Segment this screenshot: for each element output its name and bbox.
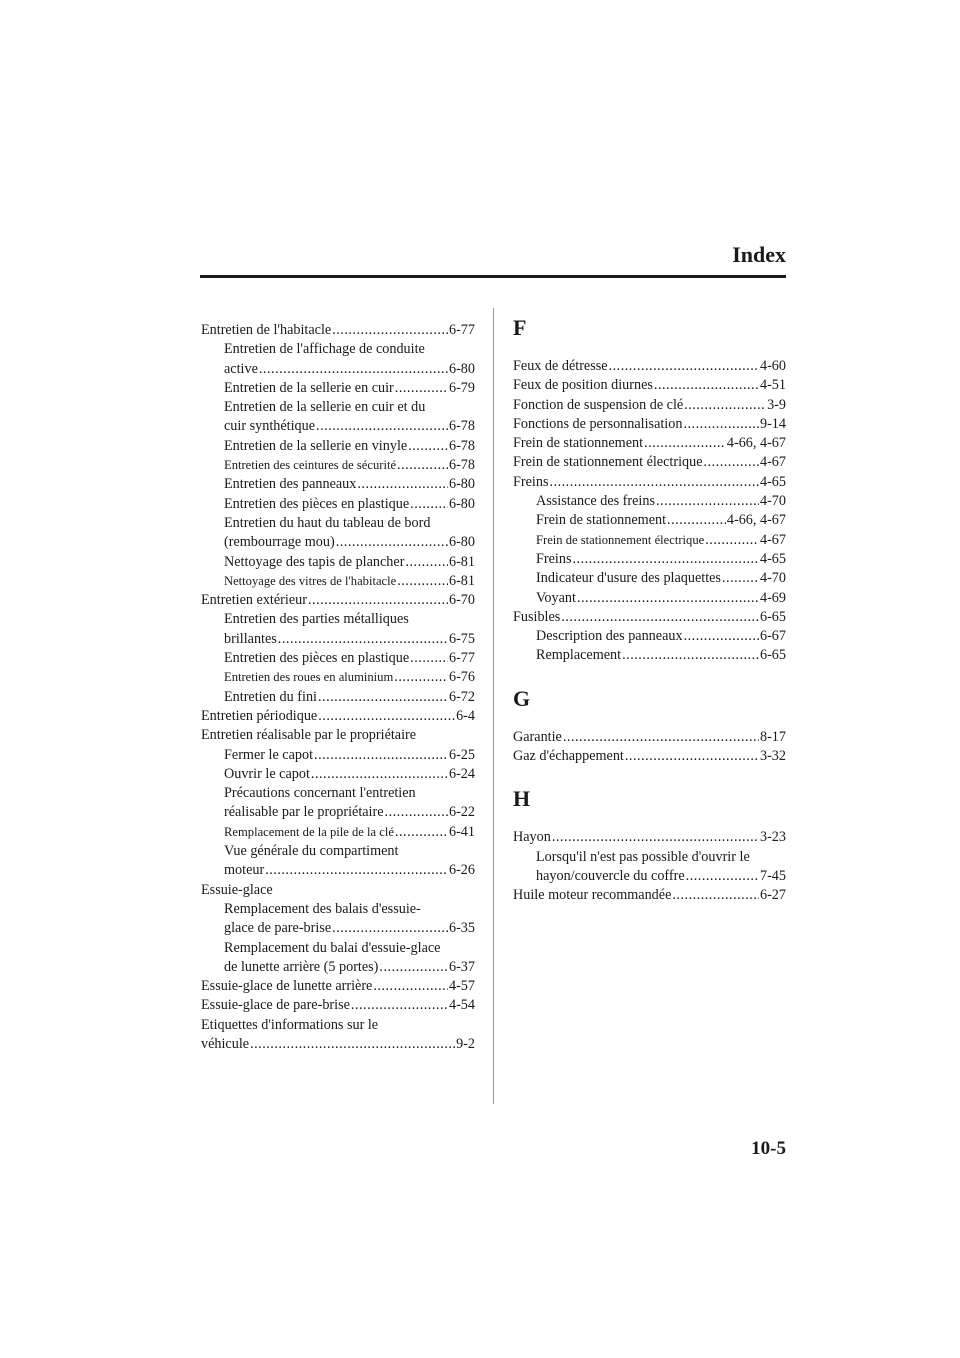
index-subentry xyxy=(201,688,475,707)
page-reference: 9-2 xyxy=(456,1035,475,1052)
index-subentry xyxy=(201,939,475,958)
dot-leader xyxy=(308,591,448,610)
entry-label: Entretien périodique xyxy=(201,707,318,724)
entry-label: Voyant xyxy=(536,589,576,606)
index-subentry xyxy=(513,569,786,588)
index-subentry xyxy=(513,627,786,646)
entry-label: Entretien de la sellerie en cuir et du xyxy=(224,399,426,416)
dot-leader xyxy=(357,475,448,494)
index-entry xyxy=(513,728,786,747)
dot-leader xyxy=(278,630,448,649)
page-reference: 6-37 xyxy=(448,958,475,975)
index-subentry xyxy=(201,842,475,861)
entry-label: hayon/couvercle du coffre xyxy=(536,867,685,884)
entry-label: Entretien de la sellerie en cuir xyxy=(224,379,394,396)
dot-leader xyxy=(405,553,448,572)
entry-label: Entretien du fini xyxy=(224,688,317,705)
page-reference: 4-65 xyxy=(759,473,786,490)
dot-leader xyxy=(318,688,448,707)
entry-label: glace de pare-brise xyxy=(224,920,332,937)
index-entry xyxy=(513,828,786,847)
index-entry xyxy=(201,996,475,1015)
dot-leader xyxy=(250,1035,455,1054)
index-entry xyxy=(513,396,786,415)
entry-label: Freins xyxy=(513,473,549,490)
index-subentry xyxy=(201,919,475,938)
page-reference: 6-41 xyxy=(448,823,475,840)
page-reference: 6-72 xyxy=(448,688,475,705)
index-entry xyxy=(513,747,786,766)
index-subentry xyxy=(201,668,475,687)
dot-leader xyxy=(684,627,759,646)
page-reference: 6-81 xyxy=(448,572,475,589)
entry-label: Ouvrir le capot xyxy=(224,765,310,782)
index-subentry xyxy=(513,646,786,665)
index-subentry xyxy=(201,360,475,379)
page-reference: 6-26 xyxy=(448,862,475,879)
dot-leader xyxy=(684,396,766,415)
index-entry xyxy=(513,608,786,627)
dot-leader xyxy=(394,668,448,687)
index-section-letter: H xyxy=(513,786,531,812)
dot-leader xyxy=(336,533,448,552)
entry-label: Hayon xyxy=(513,829,551,846)
page-reference: 6-80 xyxy=(448,534,475,551)
index-section-letter: G xyxy=(513,685,531,711)
dot-leader xyxy=(609,357,759,376)
entry-label: Indicateur d'usure des plaquettes xyxy=(536,570,721,587)
entry-label: Fonction de suspension de clé xyxy=(513,396,684,413)
entry-label: Entretien des panneaux xyxy=(224,476,357,493)
index-subentry xyxy=(201,746,475,765)
entry-label: Entretien extérieur xyxy=(201,592,307,609)
dot-leader xyxy=(385,803,448,822)
dot-leader xyxy=(332,919,448,938)
index-entry xyxy=(201,1035,475,1054)
entry-label: Garantie xyxy=(513,728,562,745)
page-reference: 4-65 xyxy=(759,550,786,567)
index-column-left xyxy=(201,321,475,1054)
page-reference: 6-65 xyxy=(759,608,786,625)
index-subentry xyxy=(513,531,786,550)
entry-label: Remplacement xyxy=(536,647,622,664)
header-divider xyxy=(200,275,786,278)
index-entry xyxy=(201,321,475,340)
page-reference: 6-77 xyxy=(448,322,475,338)
dot-leader xyxy=(552,828,759,847)
dot-leader xyxy=(332,321,448,340)
index-subentry xyxy=(513,492,786,511)
page-reference: 9-14 xyxy=(759,415,786,432)
index-entry xyxy=(201,881,475,900)
column-divider xyxy=(493,308,494,1104)
entry-label: Essuie-glace de lunette arrière xyxy=(201,978,373,995)
index-entry xyxy=(513,357,786,376)
index-subentry xyxy=(201,861,475,880)
index-subentry xyxy=(201,533,475,552)
index-entry xyxy=(513,473,786,492)
entry-label: Huile moteur recommandée xyxy=(513,887,672,904)
page-reference: 6-79 xyxy=(448,379,475,396)
dot-leader xyxy=(622,646,759,665)
dot-leader xyxy=(265,861,448,880)
index-subentry xyxy=(201,398,475,417)
dot-leader xyxy=(410,649,448,668)
index-entry xyxy=(201,591,475,610)
entry-label: Essuie-glace de pare-brise xyxy=(201,997,350,1014)
entry-label: Entretien de l'affichage de conduite xyxy=(224,341,425,358)
page-reference: 4-66, 4-67 xyxy=(726,435,786,452)
index-subentry xyxy=(201,553,475,572)
dot-leader xyxy=(314,746,448,765)
entry-label: Remplacement du balai d'essuie-glace xyxy=(224,939,441,956)
entry-label: Remplacement de la pile de la clé xyxy=(224,824,394,839)
index-entry xyxy=(513,453,786,472)
dot-leader xyxy=(395,379,448,398)
index-subentry xyxy=(201,784,475,803)
page-reference: 4-70 xyxy=(759,493,786,510)
entry-label: Description des panneaux xyxy=(536,628,683,645)
entry-label: véhicule xyxy=(201,1035,250,1052)
dot-leader xyxy=(410,495,448,514)
entry-label: (rembourrage mou) xyxy=(224,534,335,551)
page-reference: 6-35 xyxy=(448,920,475,937)
dot-leader xyxy=(395,823,448,842)
page-reference: 3-23 xyxy=(759,829,786,846)
entry-label: Entretien du haut du tableau de bord xyxy=(224,514,431,531)
page-reference: 6-67 xyxy=(759,628,786,645)
page-reference: 6-80 xyxy=(448,476,475,493)
entry-label: Feux de détresse xyxy=(513,358,608,374)
index-subentry xyxy=(201,417,475,436)
dot-leader xyxy=(259,360,448,379)
index-subentry xyxy=(201,340,475,359)
dot-leader xyxy=(654,376,759,395)
entry-label: Entretien de la sellerie en vinyle xyxy=(224,437,408,454)
dot-leader xyxy=(373,977,448,996)
page-reference: 6-81 xyxy=(448,553,475,570)
index-subentry xyxy=(513,511,786,530)
entry-label: Entretien des pièces en plastique xyxy=(224,495,410,512)
page-reference: 6-76 xyxy=(448,669,475,686)
index-subentry xyxy=(201,437,475,456)
index-entry xyxy=(513,886,786,905)
entry-label: Entretien des roues en aluminium xyxy=(224,670,394,685)
entry-label: Fusibles xyxy=(513,608,561,625)
entry-label: cuir synthétique xyxy=(224,418,316,435)
entry-label: brillantes xyxy=(224,630,277,647)
entry-label: Précautions concernant l'entretien xyxy=(224,785,416,802)
index-subentry xyxy=(201,610,475,629)
index-subentry xyxy=(201,572,475,591)
index-subentry xyxy=(201,456,475,475)
entry-label: Frein de stationnement électrique xyxy=(513,454,703,471)
index-entry xyxy=(513,434,786,453)
page-reference: 6-4 xyxy=(456,707,475,724)
index-subentry xyxy=(201,823,475,842)
page-number: 10-5 xyxy=(751,1138,786,1159)
page-reference: 6-80 xyxy=(448,495,475,512)
index-subentry xyxy=(513,589,786,608)
page-reference: 7-45 xyxy=(759,867,786,884)
dot-leader xyxy=(722,569,759,588)
entry-label: de lunette arrière (5 portes) xyxy=(224,958,379,975)
entry-label: Entretien des ceintures de sécurité xyxy=(224,458,397,473)
dot-leader xyxy=(397,572,448,591)
page-reference: 4-67 xyxy=(759,531,786,548)
index-entry xyxy=(513,376,786,395)
page-reference: 6-80 xyxy=(448,360,475,377)
index-entry xyxy=(201,1016,475,1035)
entry-label: Remplacement des balais d'essuie- xyxy=(224,900,421,917)
page-reference: 6-78 xyxy=(448,418,475,435)
dot-leader xyxy=(656,492,759,511)
entry-label: Nettoyage des tapis de plancher xyxy=(224,553,405,570)
page-reference: 4-67 xyxy=(759,454,786,471)
entry-label: Entretien réalisable par le propriétaire xyxy=(201,727,417,744)
dot-leader xyxy=(397,456,448,475)
index-subentry xyxy=(201,803,475,822)
page-reference: 6-27 xyxy=(759,887,786,904)
index-subentry xyxy=(201,379,475,398)
entry-label: Fonctions de personnalisation xyxy=(513,415,683,432)
entry-label: Essuie-glace xyxy=(201,881,273,898)
dot-leader xyxy=(686,867,759,886)
entry-label: Lorsqu'il n'est pas possible d'ouvrir le xyxy=(536,848,750,865)
entry-label: moteur xyxy=(224,862,265,879)
dot-leader xyxy=(563,728,759,747)
dot-leader xyxy=(667,511,726,530)
entry-label: réalisable par le propriétaire xyxy=(224,804,384,821)
dot-leader xyxy=(379,958,448,977)
page-reference: 6-65 xyxy=(759,647,786,664)
page-title: Index xyxy=(732,242,786,267)
index-subentry xyxy=(513,867,786,886)
dot-leader xyxy=(672,886,759,905)
index-subentry xyxy=(201,900,475,919)
entry-label: Fermer le capot xyxy=(224,746,314,763)
dot-leader xyxy=(408,437,448,456)
dot-leader xyxy=(572,550,759,569)
index-column-right xyxy=(513,313,786,906)
dot-leader xyxy=(311,765,448,784)
index-entry xyxy=(201,707,475,726)
dot-leader xyxy=(316,417,448,436)
index-section-letter: F xyxy=(513,315,527,340)
page-reference: 3-32 xyxy=(759,748,786,765)
index-entry xyxy=(201,977,475,996)
page-reference: 4-51 xyxy=(759,377,786,394)
entry-label: Feux de position diurnes xyxy=(513,377,653,394)
page-reference: 4-60 xyxy=(759,358,786,374)
entry-label: Frein de stationnement électrique xyxy=(536,532,705,547)
page-reference: 6-78 xyxy=(448,457,475,474)
entry-label: Vue générale du compartiment xyxy=(224,843,399,860)
dot-leader xyxy=(561,608,759,627)
index-subentry xyxy=(201,475,475,494)
index-subentry xyxy=(201,765,475,784)
page-reference: 6-25 xyxy=(448,746,475,763)
page-reference: 4-54 xyxy=(448,997,475,1014)
index-entry xyxy=(513,415,786,434)
entry-label: Frein de stationnement xyxy=(513,435,644,452)
page-reference: 6-24 xyxy=(448,765,475,782)
page-reference: 6-70 xyxy=(448,592,475,609)
page-reference: 6-77 xyxy=(448,650,475,667)
index-entry xyxy=(201,726,475,745)
index-subentry xyxy=(201,630,475,649)
dot-leader xyxy=(549,473,759,492)
page-reference: 8-17 xyxy=(759,728,786,745)
entry-label: Frein de stationnement xyxy=(536,512,667,529)
entry-label: Assistance des freins xyxy=(536,493,655,510)
entry-label: Etiquettes d'informations sur le xyxy=(201,1016,379,1033)
index-subentry xyxy=(201,495,475,514)
page-reference: 3-9 xyxy=(767,396,786,413)
dot-leader xyxy=(683,415,759,434)
dot-leader xyxy=(644,434,726,453)
index-subentry xyxy=(201,958,475,977)
page-reference: 4-69 xyxy=(759,589,786,606)
page-reference: 6-22 xyxy=(448,804,475,821)
index-subentry xyxy=(513,848,786,867)
dot-leader xyxy=(704,453,759,472)
index-subentry xyxy=(513,550,786,569)
entry-label: Entretien de l'habitacle xyxy=(201,322,332,338)
page-reference: 4-57 xyxy=(448,978,475,995)
entry-label: active xyxy=(224,360,258,377)
page-reference: 4-70 xyxy=(759,570,786,587)
entry-label: Gaz d'échappement xyxy=(513,748,624,765)
dot-leader xyxy=(705,531,759,550)
page-reference: 6-78 xyxy=(448,437,475,454)
dot-leader xyxy=(577,589,759,608)
page-reference: 6-75 xyxy=(448,630,475,647)
dot-leader xyxy=(625,747,759,766)
entry-label: Freins xyxy=(536,550,572,567)
dot-leader xyxy=(351,996,448,1015)
entry-label: Entretien des parties métalliques xyxy=(224,611,409,628)
entry-label: Nettoyage des vitres de l'habitacle xyxy=(224,573,397,588)
index-subentry xyxy=(201,514,475,533)
entry-label: Entretien des pièces en plastique xyxy=(224,650,410,667)
dot-leader xyxy=(318,707,455,726)
page-reference: 4-66, 4-67 xyxy=(726,512,786,529)
index-subentry xyxy=(201,649,475,668)
